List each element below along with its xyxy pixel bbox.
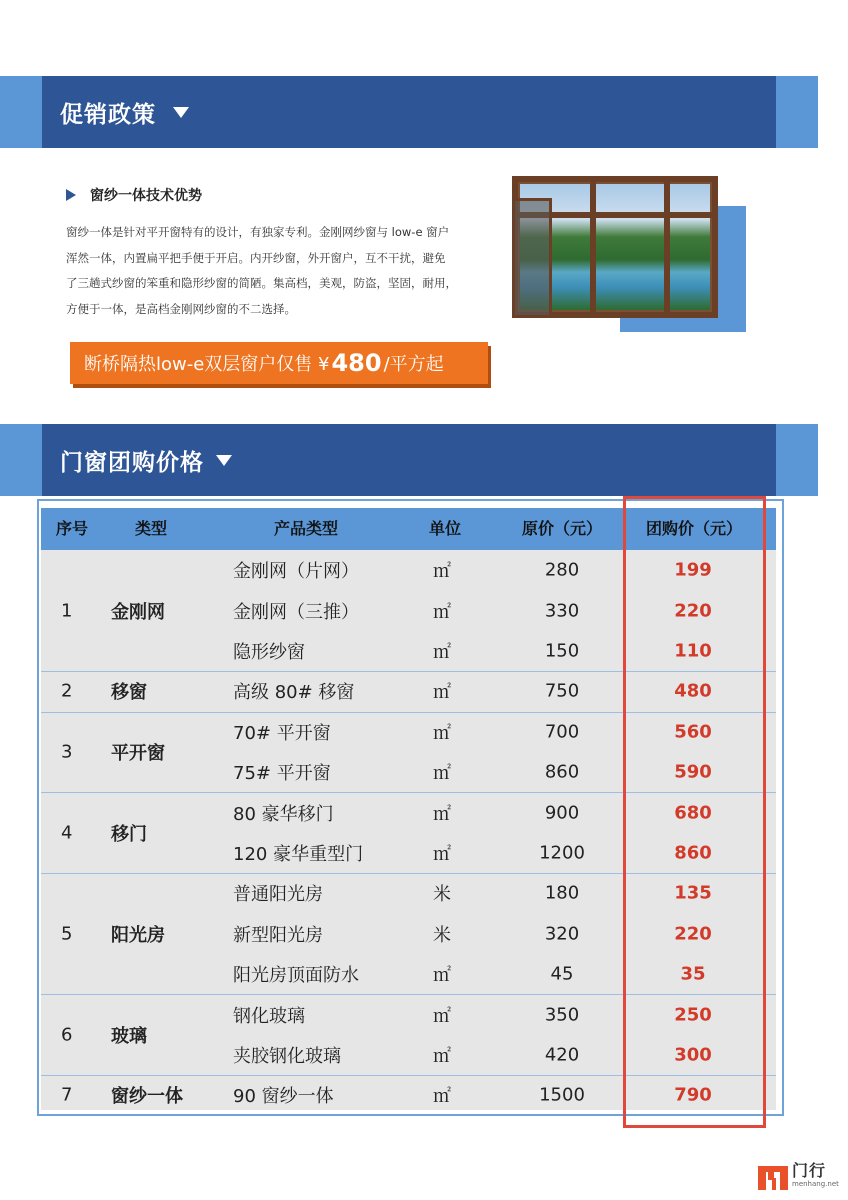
original-price: 900 — [544, 802, 580, 824]
section-title: 门窗团购价格 — [60, 450, 204, 476]
group-buy-price-banner — [0, 424, 818, 496]
product-name: 阳光房顶面防水 — [233, 965, 359, 987]
original-price: 280 — [544, 559, 580, 581]
product-name: 75# 平开窗 — [233, 763, 331, 785]
group-price: 220 — [674, 600, 712, 622]
product-name: 夹胶钢化玻璃 — [233, 1046, 341, 1067]
group-price: 199 — [674, 559, 712, 581]
menhang-logo — [758, 1162, 839, 1192]
unit: ㎡ — [433, 601, 451, 623]
unit: ㎡ — [433, 1086, 451, 1108]
category: 窗纱一体 — [111, 1086, 183, 1108]
logo-cn: 门行 — [792, 1161, 827, 1180]
group-price: 590 — [674, 761, 712, 783]
product-name: 新型阳光房 — [233, 924, 323, 946]
product-name: 金刚网（三推） — [233, 601, 359, 623]
unit: ㎡ — [433, 763, 451, 785]
unit: 米 — [433, 924, 451, 946]
group-price: 680 — [674, 802, 712, 824]
group-price: 480 — [674, 680, 712, 702]
product-name: 120 豪华重型门 — [233, 844, 364, 865]
triangle-right-icon — [66, 189, 76, 201]
category: 平开窗 — [111, 743, 165, 764]
unit: ㎡ — [433, 682, 451, 704]
unit: ㎡ — [433, 803, 451, 825]
group-price: 560 — [674, 721, 712, 743]
product-name: 70# 平开窗 — [233, 722, 331, 744]
original-price: 700 — [544, 721, 580, 743]
category: 玻璃 — [111, 1025, 147, 1047]
row-number: 2 — [61, 680, 73, 702]
unit: ㎡ — [433, 722, 451, 744]
group-price: 135 — [674, 882, 712, 904]
product-name: 隐形纱窗 — [233, 642, 305, 663]
header-group-price: 团购价（元） — [645, 519, 742, 538]
unit: ㎡ — [433, 561, 451, 583]
original-price: 350 — [544, 1004, 580, 1026]
category: 阳光房 — [111, 924, 165, 946]
group-price: 220 — [674, 923, 712, 945]
original-price: 330 — [544, 600, 580, 622]
header-category: 类型 — [134, 519, 167, 538]
group-price: 250 — [674, 1004, 712, 1026]
row-number: 6 — [61, 1024, 73, 1046]
header-product: 产品类型 — [273, 519, 338, 538]
row-number: 4 — [61, 822, 73, 844]
unit: 米 — [433, 884, 451, 906]
original-price: 320 — [544, 923, 580, 945]
group-price: 35 — [680, 963, 706, 985]
unit: ㎡ — [433, 1005, 451, 1027]
advantage-description: 窗纱一体是针对平开窗特有的设计，有独家专利。金刚网纱窗与 low-e 窗户 浑然一体，内置扁平把手便于开启。内开纱窗，外开窗户，互不干扰，避免 了三趟式纱窗的笨重和隐形纱窗的简陋。集高档，美观，防盗，坚固，耐用， 方便于一体，是高档金刚网纱窗的不二选择。 — [66, 225, 457, 316]
category: 金刚网 — [111, 601, 165, 623]
original-price: 150 — [544, 640, 580, 662]
logo-en: menhang.net — [792, 1180, 839, 1188]
promo-price-badge: 断桥隔热low-e双层窗户仅售 ¥ 480 /平方起 — [70, 342, 488, 384]
logo-mark-icon — [758, 1162, 788, 1192]
original-price: 750 — [544, 680, 580, 702]
triangle-down-icon — [216, 455, 232, 466]
group-price: 860 — [674, 842, 712, 864]
triangle-down-icon — [173, 107, 189, 118]
header-unit: 单位 — [428, 519, 461, 538]
unit: ㎡ — [433, 844, 451, 865]
product-name: 80 豪华移门 — [233, 803, 334, 825]
original-price: 420 — [544, 1044, 580, 1066]
product-name: 普通阳光房 — [233, 884, 323, 906]
header-no: 序号 — [55, 519, 88, 538]
group-price: 300 — [674, 1044, 712, 1066]
header-original-price: 原价（元） — [521, 519, 602, 538]
product-name: 90 窗纱一体 — [233, 1086, 334, 1108]
product-name: 金刚网（片网） — [233, 561, 359, 583]
product-name: 钢化玻璃 — [233, 1005, 305, 1027]
row-number: 5 — [61, 923, 73, 945]
product-name: 高级 80# 移窗 — [233, 682, 355, 704]
group-price: 790 — [674, 1084, 712, 1106]
section-title: 促销政策 — [60, 102, 156, 128]
row-number: 7 — [61, 1084, 73, 1106]
original-price: 45 — [550, 963, 574, 985]
promotion-policy-banner — [0, 76, 818, 148]
unit: ㎡ — [433, 1046, 451, 1067]
group-price: 110 — [674, 640, 712, 662]
original-price: 180 — [544, 882, 580, 904]
advantage-heading: 窗纱一体技术优势 — [66, 185, 202, 205]
group-price-highlight — [623, 496, 766, 1128]
window-photo — [512, 176, 718, 318]
original-price: 1500 — [539, 1084, 585, 1106]
row-number: 1 — [61, 600, 73, 622]
category: 移窗 — [111, 682, 147, 704]
category: 移门 — [111, 823, 147, 845]
original-price: 860 — [544, 761, 580, 783]
row-number: 3 — [61, 741, 73, 763]
original-price: 1200 — [539, 842, 585, 864]
unit: ㎡ — [433, 965, 451, 987]
unit: ㎡ — [433, 642, 451, 663]
